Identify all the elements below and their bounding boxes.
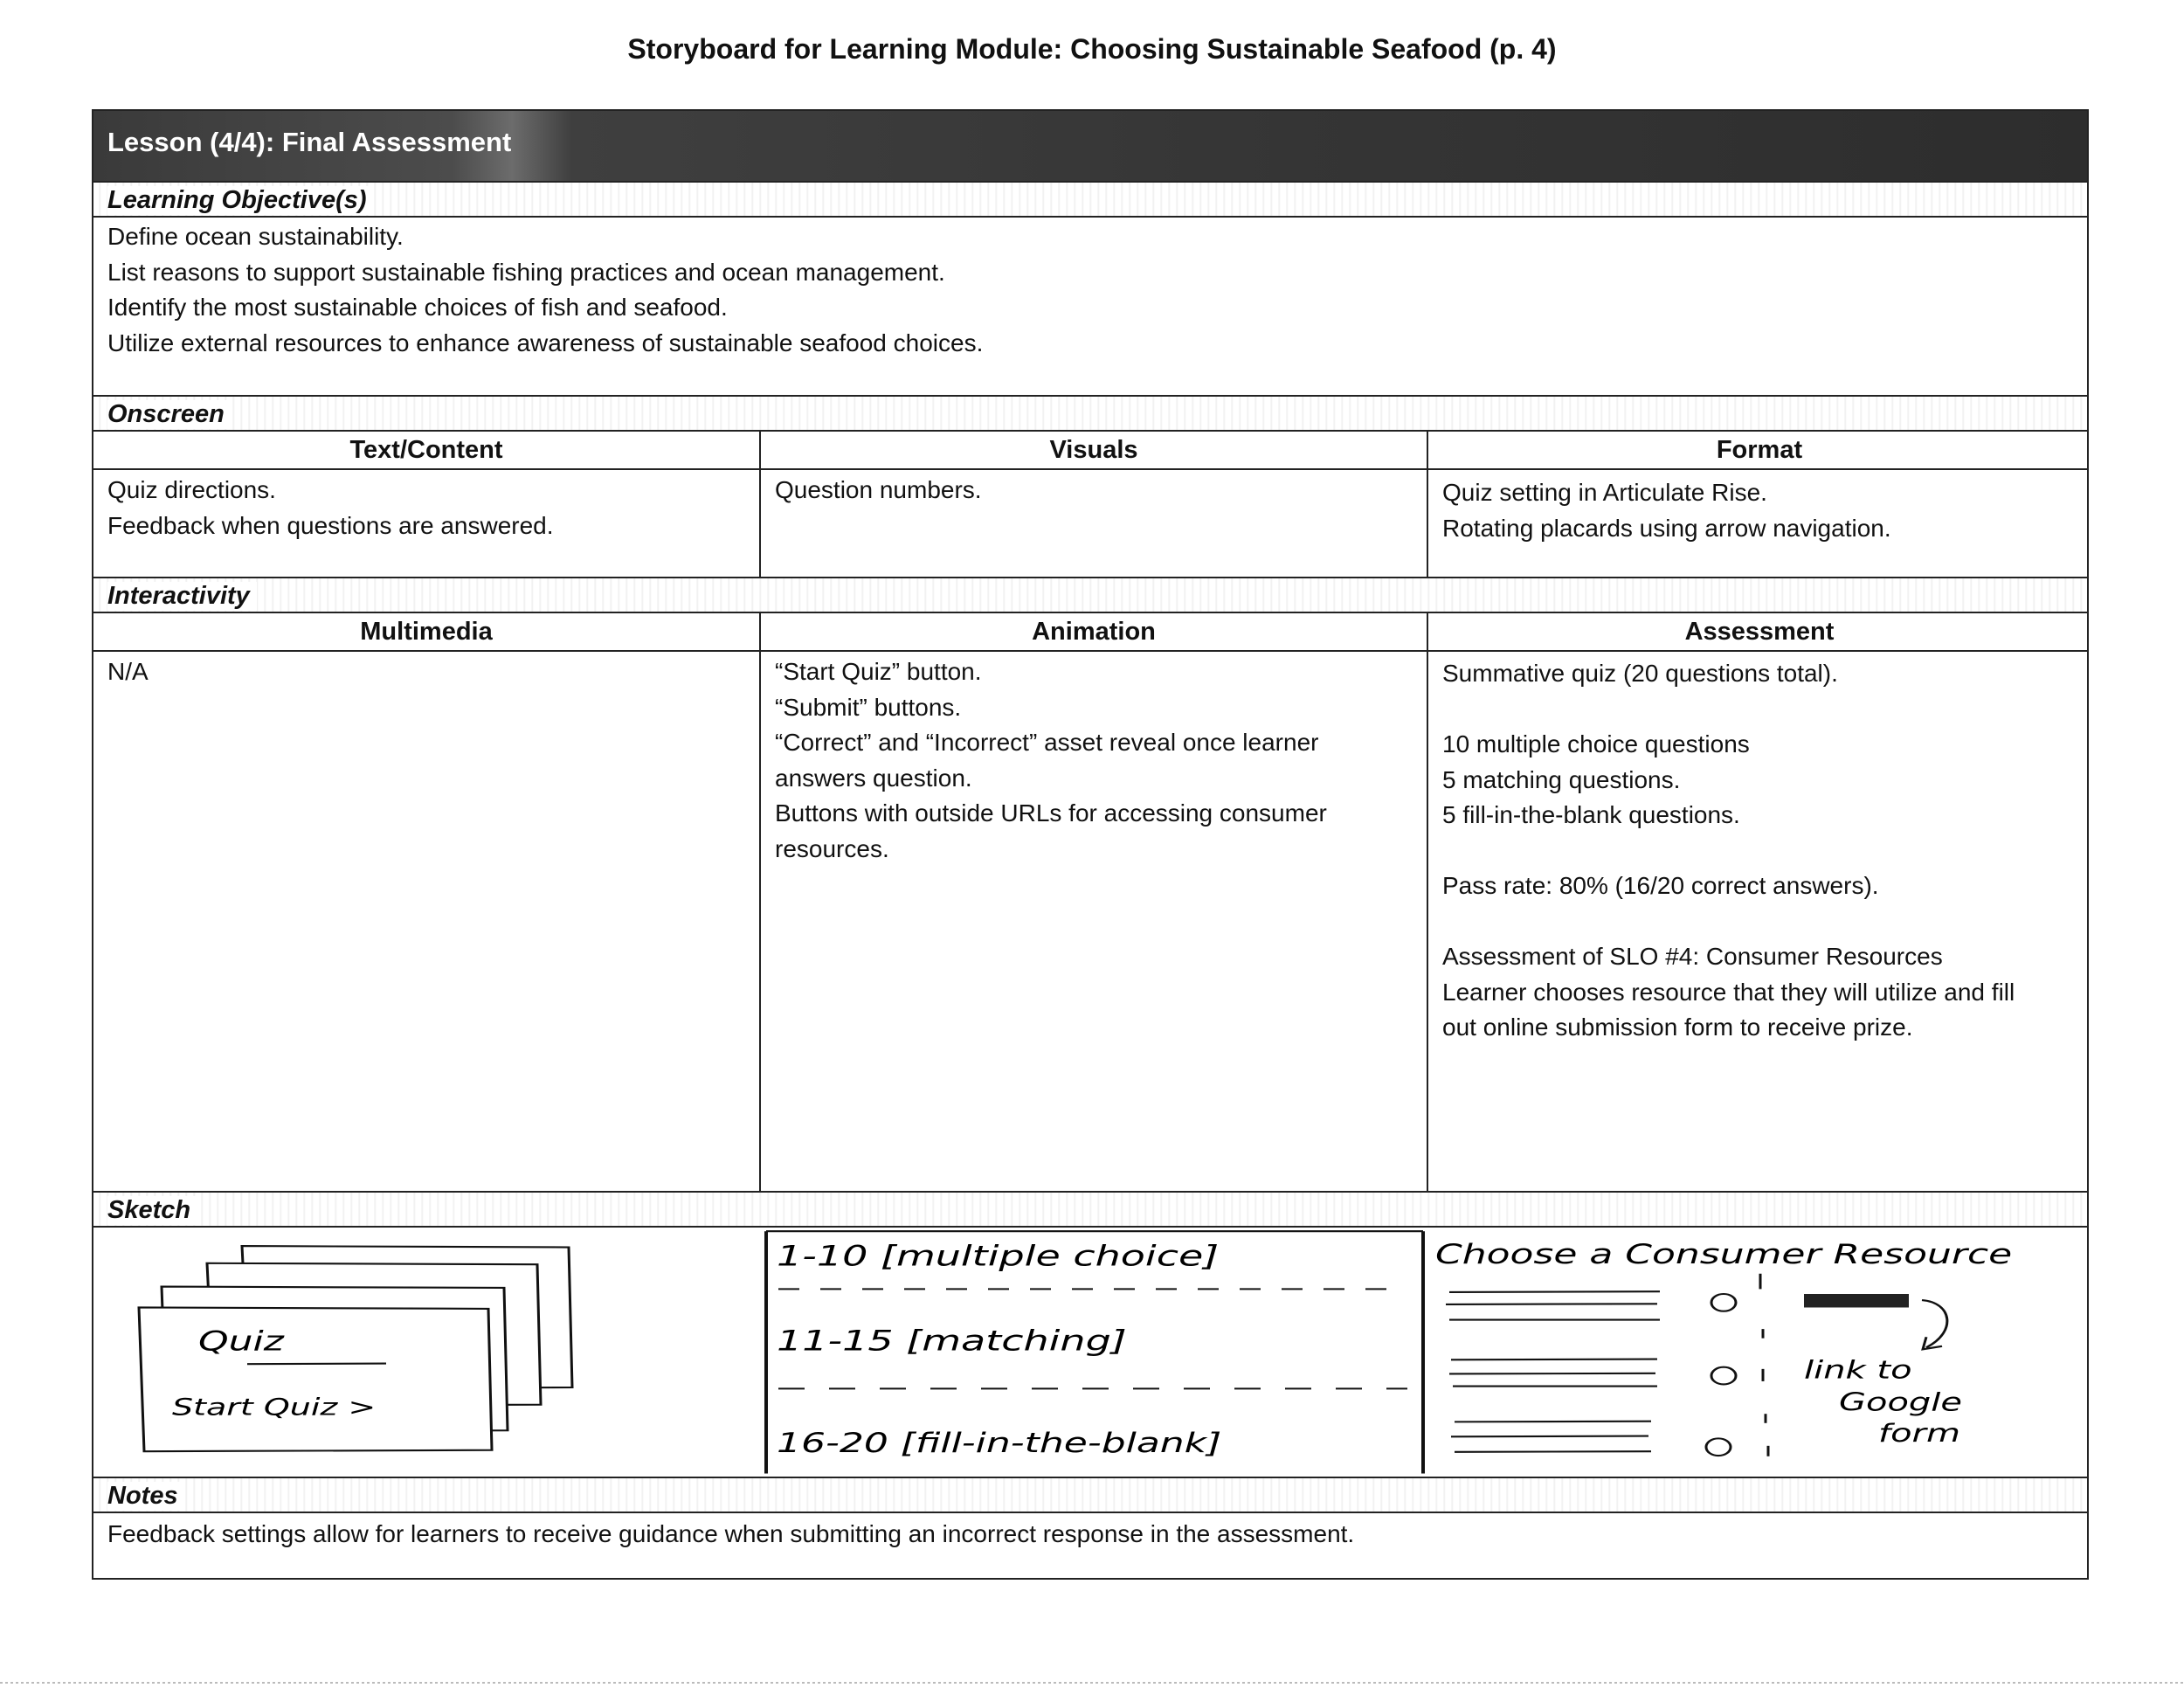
sketch-card-title: Quiz (198, 1325, 284, 1358)
notes-cell (92, 1513, 2089, 1580)
column-divider (759, 613, 761, 1193)
section-label-notes: Notes (93, 1478, 2087, 1513)
footer-rule (0, 1682, 2184, 1684)
objectives-list (107, 219, 983, 361)
sketch-section-multiple-choice: 1-10 [multiple choice] (777, 1240, 1220, 1273)
objective-item: Identify the most sustainable choices of fish and seafood. (107, 294, 728, 321)
interactivity-multimedia: N/A (107, 658, 149, 685)
svg-text:Google: Google (1839, 1388, 1963, 1418)
column-divider (1427, 613, 1428, 1193)
scribbled-link-mark (1804, 1294, 1909, 1307)
svg-text:form: form (1878, 1419, 1960, 1449)
column-header-text-content: Text/Content (349, 436, 503, 464)
onscreen-format: Quiz setting in Articulate Rise. Rotating placards using arrow navigation. (1442, 479, 1891, 542)
column-header-assessment: Assessment (1684, 618, 1835, 646)
objective-item: Define ocean sustainability. (107, 223, 404, 250)
sketch-quiz-cards (93, 1228, 759, 1477)
lesson-title: Lesson (4/4): Final Assessment (107, 127, 512, 157)
column-header-animation: Animation (1032, 618, 1156, 646)
section-label-objectives: Learning Objective(s) (93, 183, 2087, 218)
column-header-format: Format (1716, 436, 1803, 464)
objective-item: Utilize external resources to enhance awareness of sustainable seafood choices. (107, 329, 984, 356)
onscreen-visuals: Question numbers. (775, 476, 982, 503)
objective-item: List reasons to support sustainable fishing practices and ocean management. (107, 258, 945, 286)
sketch-section-fill-in-blank: 16-20 [fill-in-the-blank] (777, 1427, 1222, 1459)
column-header-visuals: Visuals (1049, 436, 1138, 464)
section-label-interactivity: Interactivity (93, 578, 2087, 613)
column-header-multimedia: Multimedia (360, 618, 493, 646)
quiz-underline (247, 1364, 386, 1365)
column-divider (1427, 432, 1428, 578)
onscreen-text-content: Quiz directions. Feedback when questions are answered. (107, 476, 554, 539)
document-title: Storyboard for Learning Module: Choosing Sustainable Seafood (p. 4) (627, 33, 1557, 65)
interactivity-animation: “Start Quiz” button. “Submit” buttons. “Correct” and “Incorrect” asset reveal once learner answers question. Buttons with outside URLs for accessing consumer resources. (775, 658, 1327, 862)
sketch-resource-title: Choose a Consumer Resource (1435, 1238, 2013, 1270)
divider (93, 468, 2087, 470)
sketch-start-button: Start Quiz > (172, 1394, 377, 1422)
notes-text: Feedback settings allow for learners to receive guidance when submitting an incorrect response in the assessment. (107, 1520, 1355, 1547)
section-label-onscreen: Onscreen (93, 397, 2087, 432)
sketch-link-note: link to (1804, 1356, 1912, 1385)
column-divider (759, 432, 761, 578)
interactivity-assessment: Summative quiz (20 questions total). 10 multiple choice questions 5 matching questions. 5 fill-in-the-blank questions. Pass rate: 80% (16/20 correct answers). Assessment of SLO #4: Consumer Resources Learner chooses resource that they will utilize and fill out online submission form to receive prize. (1442, 660, 2015, 1041)
sketch-quiz-sections (761, 1228, 1427, 1477)
sketch-section-matching: 11-15 [matching] (777, 1325, 1127, 1358)
divider (93, 650, 2087, 652)
sketch-consumer-resource (1428, 1228, 2089, 1477)
storyboard-table (92, 109, 2089, 1513)
section-label-sketch: Sketch (93, 1193, 2087, 1228)
lesson-banner (93, 111, 2087, 183)
